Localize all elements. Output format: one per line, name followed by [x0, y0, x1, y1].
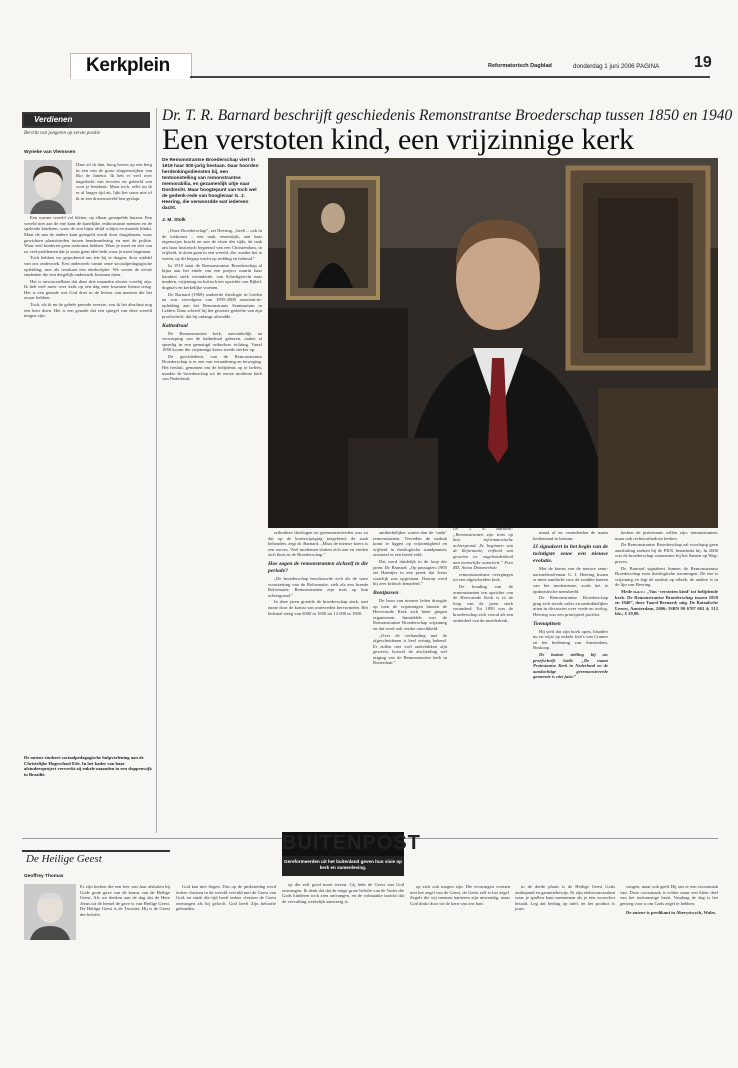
- article-column: [282, 882, 404, 905]
- page-date: donderdag 1 juni 2006 PAGINA: [573, 63, 660, 70]
- paragraph: remonstrantisme overgingen tot een afgescheiden kerk.: [453, 571, 513, 583]
- article-intro: De Remonstrantse Broederschap viert in 1919 haar 300-jarig bestaan. Daar hoorden herdenkingsdiensten bij, een tentoonstelling van remonstrantse memorabilia, en gezamenlijk uitje naar Dordrecht. Maar hoogtepunt van toch wel de gedenk-rede van hoogleraar G. J. Heering, die verwoordde wat iedereen dacht.: [162, 158, 259, 211]
- buitenpost-logo: BUITENPOST: [282, 832, 421, 854]
- subheading: IJ signaleert in het begin van de twintigste eeuw een nieuwe evolutie.: [533, 544, 608, 565]
- article-column-1: [162, 228, 262, 383]
- paragraph: Toch, als ik nu de gehele periode overzie, zou ik het absoluut nog een keer doen. Het is een genade dat een spiegel van deze wereld mogen zijn.: [24, 302, 152, 319]
- paragraph: Hij stelt dat zijn boek open, blaadert nu en wijst op enkele foto's van Cramer en het bediening van Amsterdam, Boskoop.: [533, 628, 608, 651]
- paragraph: in de derde plaats is de Heilige Geest Gods onderpand en garantiebewijs. Er zijn elektronicazaken waar je spullen kunt meenemen als je een voorschot betaalt. Leg dat bedrag op tafel, en het product is jouw.: [515, 884, 615, 912]
- article-column-4: [453, 526, 513, 624]
- column-author: Wyneke van Vlemssen: [24, 150, 76, 155]
- article-title: De Heilige Geest: [26, 853, 102, 865]
- article-column-2: [268, 530, 368, 617]
- page-number: 19: [694, 54, 712, 71]
- article-column: [410, 884, 510, 907]
- article-column-3: [373, 530, 447, 667]
- divider: [22, 158, 152, 159]
- author-note: De auteur studeert sociaalpedagogische hulpverlening aan de Christelijke Hogeschool Ede. In het kader van haar afstudeerproject verwerkt zij enkele maanden in een sloppenwijk in Brazilië.: [24, 755, 152, 777]
- column-label: Verdienen: [24, 114, 68, 126]
- article-byline: J. M. Stolk: [162, 218, 186, 223]
- column-divider: [156, 108, 157, 833]
- column-subtitle: Bericht van jongeren op eerste positie: [24, 131, 101, 136]
- paragraph: In deze jaren groeide de broederschap sterk, met name door de komst van ontevreden hervormden. Het ledental steeg van 5000 in 1850 tot 12.000 in 1900.: [268, 599, 368, 616]
- paragraph: Toch hebben we geprobeerd om iets bij te dragen, door middel van ons onderzoek. Een onderzoek vanuit onze sociaalpedagogische opleiding, met als resultaat een eindscriptie. We waren de eerste studenten die een dergelijk onderzoek kwamen doen.: [24, 255, 152, 278]
- paragraph: Met de komst van de nieuwe semi-narismbeoefenaar G. J. Heering kwam er meer aandacht voor de zwakke kanten van het modernisme, zoals het te optimistische mensbeeld.: [533, 566, 608, 594]
- subheading: Hoe zagen de remonstranten zichzelf in die periode?: [268, 560, 368, 574]
- article-column-6: [615, 530, 718, 618]
- article-column: [620, 884, 718, 917]
- newspaper-name: Reformatorisch Dagblad: [488, 63, 552, 69]
- author-photo: [24, 884, 76, 940]
- paragraph: De Remonstrantse Broederschap zal voorlopig geen aansluiting zoeken bij de PKN, benadrukt hij. In 2006 was de broederschap waarnemer bij het Samen op Weg-proces.: [615, 542, 718, 564]
- paragraph: De bron van nieuwe leden droogde op toen de vrijzinnigen binnen de Hervormde Kerk zich beter gingen organiseren. Immiddels was de Remonstrantse Broederschap vrijzinnig en dat werd ook verder ontwikkeld.: [373, 597, 447, 631]
- article-column: [80, 884, 170, 919]
- paragraph: De geschiedenis van de Remonstrantse Broederschap is er een van verandering en beweging. Het besluit, genomen om de belijdenis op te heffen, maakte de broederschap tot de eerste moderne kerk van Nederland.: [162, 353, 262, 382]
- author-note: De auteur is predikant in Aberystwyth, Wales.: [626, 910, 717, 916]
- paragraph: In 1919 staat de Remonstrantse Broederschap al bijna aan het einde van een project waarin haar karakter sterk veranderde: van Schriftgericht naar modern, vrijzinnig en kritisch ten opzichte van Bijbel, dogma's en kerkelijke vormen.: [162, 262, 262, 290]
- buitenpost-subtitle: Gereformeerden uit het buitenland geven hun visie op kerk en samenleving.: [282, 856, 404, 876]
- paragraph: De Barnard (1968) studeerde theologie in Leiden en was vervolgens van 1995-2000 assistent-in-opleiding aan het Remonstrants Seminarium in Leiden. Daar schreef hij het grootste gedeelte van zijn proefschrift, dat hij onlangs afrondde.: [162, 291, 262, 319]
- article-photo: [268, 158, 718, 528]
- paragraph: antikerkelijker waren dan de ‘oude’ remonstranten. Tevreden de nadruk komt te liggen op vrijzinnigheid en vrijheid in theologische standpunten, ontstond er een breed veld.: [373, 530, 447, 558]
- paragraph: „Over de verhouding met de afgescheidenen is heel weinig bekend. Er zullen niet veel raakvlakken zijn geweest, hoewel de afscheiding wel uitging van de Remonstrantse kerk in Rotterdam.”: [373, 632, 447, 666]
- section-title: Kerkplein: [86, 55, 170, 76]
- paragraph: op die zelf goed moet wezen. Gij hebt de Geest van God ontvangen. Ik denk dat dat de enige grote belofte van de Vader die Gods kinderen toch zien ontvangen, en de volmaakte inzicht dat de vervulling werkelijk aanwezig is.: [282, 882, 404, 904]
- paragraph: Daar zit ik dan, hoog boven op een berg in een van de grote sloppenwijken van Rio de Janeiro. Ik heb er veel over nagedacht van tevoren en gebeeld wat voor je betekent. Maar toch, zelfs nu ik er al langer tijd zit, lijkt het soms niet of ik in een droomwereld ben geslapt.: [76, 162, 152, 201]
- paragraph: Een warme wereld vol kleine, op elkaar gestapelde huizen. Een wereld met aan de ene kant de hartelijke, enthousiaste mensen en de spelende kinderen, waar de zon bijna altijd schijnt en muziek klinkt. Maar de aan de andere kant geregeld wordt door drugsbazen, waar gewichten plaatstrieden tussen bendeondering en met de politie. Waar veel kinderen geen toekomst hebben. Waar je moet en ziet van zo veel problemen dat je soms geen idee hebt waar je moet beginnen.: [24, 215, 152, 254]
- paragraph: Dat werd duidelijk in de loop der jaren. Dr. Barnard: „Op passagiers 1905 zei Haentjes in een preek dat Jezus waarlijk was opgestaan. Daarop werd hij zeer kritisch benaderd.”: [373, 558, 447, 587]
- article-column: [515, 884, 615, 913]
- article-column: [176, 884, 276, 913]
- paragraph: De laatste stelling bij uw proefschrift luidt: „De naam Protestantse Kerk in Nederland en de aandachtige geremonstreerde gemeente is niet juist.”: [533, 651, 608, 680]
- photo-caption: Dr. T. R. Barnard: „Remonstranten zijn trots op hun reformatorische achtergrond. Ze beginnen van de Reformatie, vrijheid van geweten en ongebondenheid aan menselijke autoriteit.” Foto RD, Anton Dommerholt: [453, 526, 513, 571]
- paragraph: orthodoxe theologen en geremonstreerden was zo dat op de koerswijziging toegekend, de zaak behouden, zegt dr. Barnard. „Maar de nieuwe koers is een succes. Veel modernen sluiten zich aan en vinden zich thuis in de Broederschap.”: [268, 530, 368, 558]
- paragraph: vangen, maar ook geeft Hij ons er een voorsmaak van. Deze voorsmaak is echter maar een klein deel van het toekomstige bezit. Vandaag de dag is het genoeg voor u om Gods zegel te hebben.: [620, 884, 718, 906]
- subheading: Kathedraal: [162, 322, 188, 329]
- paragraph: kerken de protestants willen zijn: remonstranten, maar ook rechtsorthodoxe kerken.: [615, 530, 718, 541]
- subheading: Bontjassen: [373, 589, 399, 596]
- book-reference: Mede n.a.v.: „Van ‘verstoten kind’ tot belijdende kerk. De Remonstrantse Broederschap tussen 1850 en 1940”, door Taard Bernard; uitg. De Bataafsche Leeuw, Amsterdam, 2006; ISBN 90 6707 602 4; 512 blz.; € 29,80.: [615, 588, 718, 617]
- paragraph: „De broederschap beschouwde zich als de ware voortzetting van de Reformatie, stelt als een breede Reformatie. Remonstranten zijn trots op hun achtergrond.”: [268, 575, 368, 598]
- paragraph: op zich ook mogen zijn. Die ervaringen vormen niet het zegel van de Geest, de Geest zelf is het zegel. Zegels die wij mensen hanteren zijn uitwendig, maar God drukt door tot de kern van ons hart.: [410, 884, 510, 906]
- paragraph: De Remonstrantse Broederschap ging zich steeds vaker en nadrukkelijker uiten in discussies over vrede en oorlog. Heering was een principieel pacifist.: [533, 595, 608, 617]
- article-kicker: Dr. T. R. Barnard beschrijft geschiedenis Remonstrantse Broederschap tussen 1850 en 1940: [162, 107, 733, 124]
- paragraph: Het is onvoorstelbaar dat deze drie maanden alweer voorbij zijn. Ik heb veel meer over kerk op een dag mee kwamen hierna terug. Het is een genade wat God doet in de levens van mensen die het zwaar hebben.: [24, 278, 152, 301]
- paragraph: Er zijn kerken die een leer van Jaar afsluiten bij Gods grote gave van de komst van de Heilige Geest. Als we denken aan de dag dat de Here Jezus uit de hemel de gave is van Heilige Geest. De Heilige Geest is de Trooster, Hij is de Geest der belofte.: [80, 884, 170, 917]
- article-column-5: [533, 530, 608, 681]
- paragraph: „Onze Broederschap”, zei Heering, „heeft – ook in de toekomst – een taak, eenerzijds, aan haar eigenwijze kracht en aan de eisen des tijds, de taak om haar historisch begrensd van een Christendom, in vrijheid, te doen gaan in een wereld, die, zonder het te weten, op dit begrip wacht op redding en behoud.”: [162, 228, 262, 261]
- paragraph: De houding van de remonstranten ten opzichte van de Hervormde Kerk is in de loop van de jaren sterk veranderd. Tot 1850 was de broederschap zich vooral als een onderdeel van de moederkerk.: [453, 583, 513, 623]
- paragraph: maad af en veranderden de naam kerkenraad in bestuur.: [533, 530, 608, 541]
- paragraph: God kan niet liegen. Dus op de pinksterdag werd iedere christen in de wereld vervuld met de Geest van God, en sinds die tijd heeft iedere christen de Geest ontvangen als hij gelooft. God heeft Zijn beloofte gehouden.: [176, 884, 276, 912]
- article-title: Een verstoten kind, een vrijzinnige kerk: [162, 123, 634, 156]
- column-body: [24, 162, 152, 320]
- paragraph: Dr. Barnard signaleert binnen de Remonstrantse Broederschap twee theologische stromingen. De ene is vrijzinnig en legt de nadruk op ethiek, de andere is in de lijn van Heering.: [615, 565, 718, 588]
- paragraph: De Remonstrantse kerk, aanvankelijk na verwerping van de kathedraal geboren, raakte al spoedig in een gematigd orthodoxe richting. Vanaf 1850 kwam die vrijzinnige koers steeds sterker op.: [162, 330, 262, 353]
- article-author: Geoffrey Thomas: [24, 874, 64, 879]
- subheading: Toenapitsen: [533, 620, 561, 627]
